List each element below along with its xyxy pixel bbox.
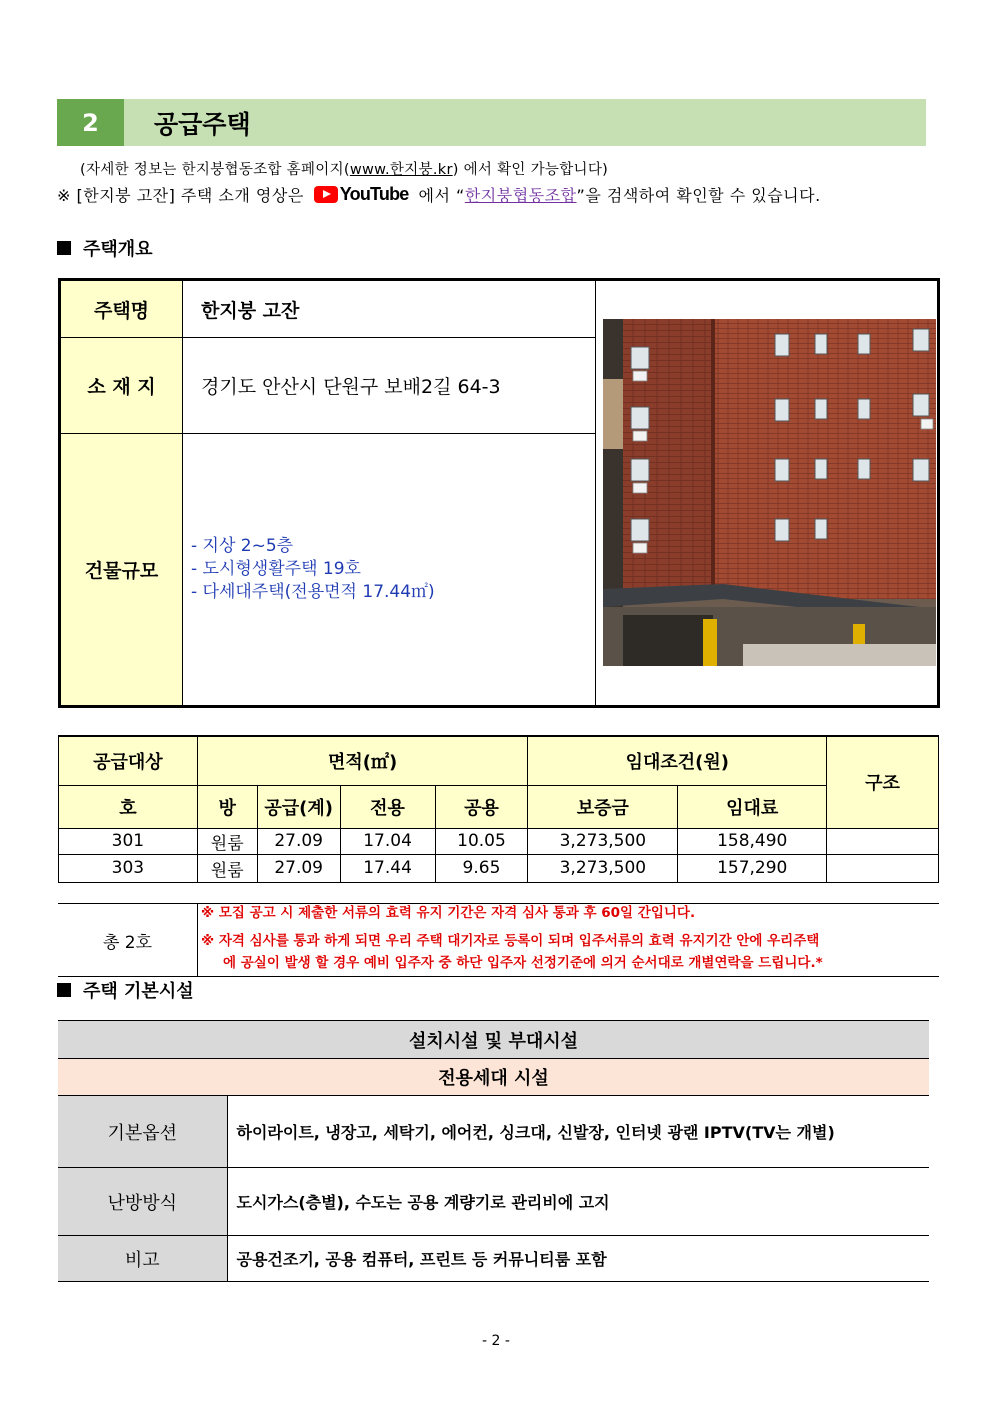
table-row bbox=[58, 1236, 929, 1282]
video-note-mid: 에서 “ bbox=[418, 186, 465, 205]
facilities-header-2 bbox=[58, 1059, 929, 1096]
facilities-header-1 bbox=[58, 1021, 929, 1059]
table-row bbox=[58, 1168, 929, 1236]
section-header bbox=[57, 99, 926, 146]
header-unit: 호 bbox=[59, 785, 198, 828]
video-note-prefix: ※ [한지붕 고잔] 주택 소개 영상은 bbox=[57, 186, 304, 205]
info-note-prefix: (자세한 정보는 한지붕협동조합 홈페이지( bbox=[80, 162, 350, 178]
table-row bbox=[58, 1096, 929, 1168]
facilities-title: 설치시설 및 부대시설 bbox=[58, 1021, 929, 1059]
cell-rent: 158,490 bbox=[678, 828, 827, 854]
building-scale-label: 건물규모 bbox=[61, 434, 183, 705]
header-supply-target: 공급대상 bbox=[59, 736, 198, 785]
homepage-link[interactable]: www.한지붕.kr bbox=[349, 162, 453, 178]
cell-deposit: 3,273,500 bbox=[528, 854, 678, 882]
scale-item: - 다세대주택(전용면적 17.44㎡) bbox=[191, 582, 435, 602]
total-row bbox=[58, 903, 939, 977]
page-number: - 2 - bbox=[482, 1333, 510, 1349]
overview-heading bbox=[57, 235, 153, 261]
cell-common-area: 9.65 bbox=[435, 854, 528, 882]
validity-note: ※ 모집 공고 시 제출한 서류의 효력 유지 기간은 자격 심사 통과 후 60일 간입니다. bbox=[201, 905, 696, 921]
header-deposit: 보증금 bbox=[528, 785, 678, 828]
cell-exclusive-area: 17.04 bbox=[340, 828, 435, 854]
row-value: 하이라이트, 냉장고, 세탁기, 에어컨, 싱크대, 신발장, 인터넷 광랜 IPTV(TV는 개별) bbox=[227, 1096, 929, 1168]
youtube-wordmark: YouTube bbox=[339, 184, 409, 204]
overview-heading-text: 주택개요 bbox=[83, 239, 153, 260]
address-row bbox=[61, 338, 595, 434]
facilities-heading-text: 주택 기본시설 bbox=[83, 981, 194, 1002]
cell-structure bbox=[827, 854, 939, 882]
scale-list bbox=[183, 535, 435, 604]
cell-deposit: 3,273,500 bbox=[528, 828, 678, 854]
recruitment-notes bbox=[201, 904, 937, 975]
header-rent-terms: 임대조건(원) bbox=[528, 736, 827, 785]
youtube-logo bbox=[314, 184, 409, 205]
row-value: 공용건조기, 공용 컴퓨터, 프린트 등 커뮤니티룸 포함 bbox=[227, 1236, 929, 1282]
header-exclusive-area: 전용 bbox=[340, 785, 435, 828]
table-row bbox=[59, 828, 939, 854]
scale-item: - 지상 2~5층 bbox=[191, 536, 294, 556]
square-bullet-icon bbox=[57, 241, 71, 255]
overview-box bbox=[58, 278, 940, 708]
cell-unit: 301 bbox=[59, 828, 198, 854]
section-title: 공급주택 bbox=[154, 109, 251, 139]
cell-structure bbox=[827, 828, 939, 854]
building-illustration bbox=[603, 319, 936, 666]
info-note bbox=[80, 158, 608, 179]
facilities-table bbox=[58, 1020, 929, 1282]
header-structure: 구조 bbox=[827, 736, 939, 828]
video-note bbox=[57, 183, 821, 206]
supply-table bbox=[58, 735, 939, 883]
cell-supply-area: 27.09 bbox=[257, 854, 340, 882]
house-name-label: 주택명 bbox=[61, 281, 183, 337]
unit-facilities-title: 전용세대 시설 bbox=[58, 1059, 929, 1096]
building-photo bbox=[603, 319, 936, 666]
address-value: 경기도 안산시 단원구 보배2길 64-3 bbox=[201, 376, 501, 398]
channel-link[interactable]: 한지붕협동조합 bbox=[464, 186, 577, 205]
building-scale-row bbox=[61, 434, 595, 705]
facilities-heading bbox=[57, 977, 194, 1003]
header-area: 면적(㎡) bbox=[197, 736, 528, 785]
supply-header-row-2 bbox=[59, 785, 939, 828]
waitlist-note-cont: 에 공실이 발생 할 경우 예비 입주자 중 하단 입주자 선정기준에 의거 순서대로 개별연락을 드립니다.* bbox=[223, 955, 823, 971]
cell-supply-area: 27.09 bbox=[257, 828, 340, 854]
cell-common-area: 10.05 bbox=[435, 828, 528, 854]
cell-exclusive-area: 17.44 bbox=[340, 854, 435, 882]
waitlist-note: ※ 자격 심사를 통과 하게 되면 우리 주택 대기자로 등록이 되며 입주서류의 효력 유지기간 안에 우리주택 bbox=[201, 933, 820, 949]
cell-rent: 157,290 bbox=[678, 854, 827, 882]
header-room: 방 bbox=[197, 785, 257, 828]
youtube-play-icon bbox=[314, 186, 338, 203]
section-number: 2 bbox=[57, 99, 124, 146]
cell-room: 원룸 bbox=[197, 828, 257, 854]
row-value: 도시가스(층별), 수도는 공용 계량기로 관리비에 고지 bbox=[227, 1168, 929, 1236]
header-supply-area: 공급(계) bbox=[257, 785, 340, 828]
square-bullet-icon bbox=[57, 983, 71, 997]
scale-item: - 도시형생활주택 19호 bbox=[191, 559, 361, 579]
header-common-area: 공용 bbox=[435, 785, 528, 828]
photo-cell bbox=[595, 281, 940, 705]
row-label: 난방방식 bbox=[58, 1168, 227, 1236]
supply-header-row-1 bbox=[59, 736, 939, 785]
video-note-suffix: ”을 검색하여 확인할 수 있습니다. bbox=[576, 186, 821, 205]
cell-room: 원룸 bbox=[197, 854, 257, 882]
house-name-row bbox=[61, 281, 595, 338]
total-label: 총 2호 bbox=[58, 904, 198, 976]
header-rent-fee: 임대료 bbox=[678, 785, 827, 828]
info-note-suffix: ) 에서 확인 가능합니다) bbox=[452, 162, 609, 178]
address-label: 소 재 지 bbox=[61, 338, 183, 433]
row-label: 비고 bbox=[58, 1236, 227, 1282]
building-scale-value bbox=[183, 434, 595, 705]
row-label: 기본옵션 bbox=[58, 1096, 227, 1168]
table-row bbox=[59, 854, 939, 882]
house-name-value: 한지붕 고잔 bbox=[201, 299, 300, 322]
cell-unit: 303 bbox=[59, 854, 198, 882]
